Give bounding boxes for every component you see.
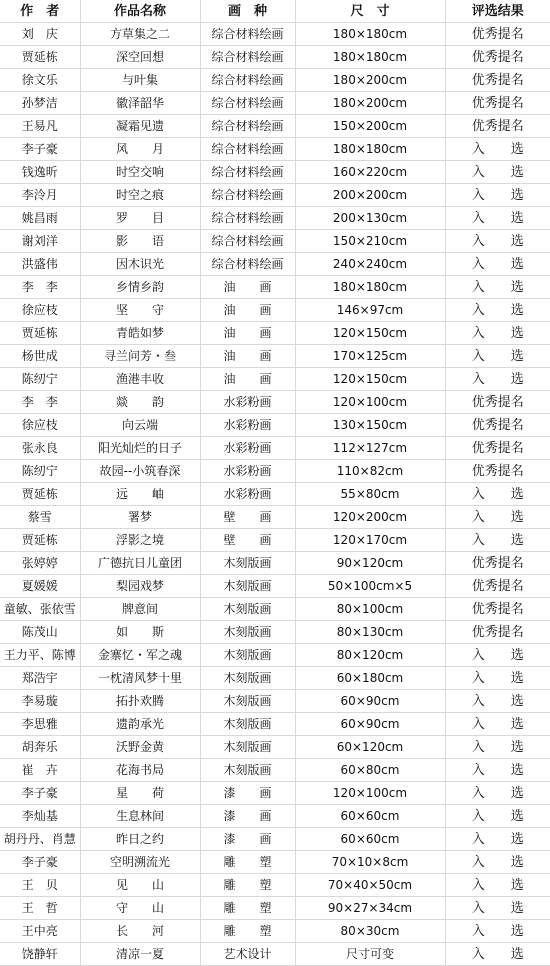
table-row (0, 345, 550, 368)
medium-cell: 油 画 (200, 322, 295, 345)
size-cell: 180×180cm (295, 138, 445, 161)
result-cell: 入 选 (445, 920, 550, 943)
title-cell: 遗韵承光 (80, 713, 200, 736)
result-cell: 优秀提名 (445, 69, 550, 92)
size-cell: 80×130cm (295, 621, 445, 644)
table-row (0, 184, 550, 207)
medium-cell: 雕 塑 (200, 874, 295, 897)
title-cell: 沃野金黄 (80, 736, 200, 759)
title-cell: 空明溯流光 (80, 851, 200, 874)
medium-cell: 漆 画 (200, 805, 295, 828)
header-row (0, 0, 550, 23)
medium-cell: 水彩粉画 (200, 437, 295, 460)
medium-cell: 木刻版画 (200, 736, 295, 759)
author-cell: 谢刘洋 (0, 230, 80, 253)
size-cell: 150×210cm (295, 230, 445, 253)
table-row (0, 805, 550, 828)
title-cell: 见 山 (80, 874, 200, 897)
result-cell: 入 选 (445, 897, 550, 920)
medium-cell: 艺术设计 (200, 943, 295, 966)
result-cell: 优秀提名 (445, 575, 550, 598)
result-cell: 入 选 (445, 782, 550, 805)
author-cell: 王中亮 (0, 920, 80, 943)
title-cell: 一枕清风梦十里 (80, 667, 200, 690)
table-row (0, 552, 550, 575)
title-cell: 拓扑欢腾 (80, 690, 200, 713)
title-cell: 花海书局 (80, 759, 200, 782)
medium-cell: 油 画 (200, 299, 295, 322)
medium-cell: 综合材料绘画 (200, 115, 295, 138)
size-cell: 50×100cm×5 (295, 575, 445, 598)
medium-cell: 木刻版画 (200, 690, 295, 713)
title-cell: 青皓如梦 (80, 322, 200, 345)
medium-cell: 木刻版画 (200, 759, 295, 782)
medium-cell: 漆 画 (200, 782, 295, 805)
table-row (0, 713, 550, 736)
size-cell: 180×200cm (295, 92, 445, 115)
size-cell: 120×100cm (295, 391, 445, 414)
medium-cell: 壁 画 (200, 529, 295, 552)
title-cell: 浮影之境 (80, 529, 200, 552)
author-cell: 李易璇 (0, 690, 80, 713)
medium-cell: 综合材料绘画 (200, 253, 295, 276)
table-row (0, 69, 550, 92)
table-row (0, 667, 550, 690)
title-cell: 广德抗日儿童团 (80, 552, 200, 575)
result-cell: 优秀提名 (445, 414, 550, 437)
title-cell: 坚 守 (80, 299, 200, 322)
result-cell: 入 选 (445, 299, 550, 322)
result-cell: 优秀提名 (445, 437, 550, 460)
size-cell: 112×127cm (295, 437, 445, 460)
table-row (0, 828, 550, 851)
table-body (0, 23, 550, 966)
title-cell: 罗 目 (80, 207, 200, 230)
author-cell: 李子豪 (0, 782, 80, 805)
result-cell: 优秀提名 (445, 621, 550, 644)
size-cell: 80×30cm (295, 920, 445, 943)
medium-cell: 综合材料绘画 (200, 184, 295, 207)
title-cell: 寻兰问芳・叁 (80, 345, 200, 368)
result-cell: 入 选 (445, 874, 550, 897)
table-row (0, 161, 550, 184)
result-cell: 入 选 (445, 138, 550, 161)
table-row (0, 736, 550, 759)
table-row (0, 115, 550, 138)
author-cell: 洪盛伟 (0, 253, 80, 276)
result-cell: 优秀提名 (445, 552, 550, 575)
table-row (0, 253, 550, 276)
result-cell: 入 选 (445, 483, 550, 506)
result-cell: 入 选 (445, 161, 550, 184)
author-cell: 童敏、张依雪 (0, 598, 80, 621)
result-cell: 入 选 (445, 368, 550, 391)
author-cell: 杨世成 (0, 345, 80, 368)
author-cell: 徐应枝 (0, 299, 80, 322)
size-cell: 110×82cm (295, 460, 445, 483)
title-cell: 深空回想 (80, 46, 200, 69)
table-row (0, 851, 550, 874)
size-cell: 60×180cm (295, 667, 445, 690)
title-cell: 影 语 (80, 230, 200, 253)
result-cell: 入 选 (445, 759, 550, 782)
size-cell: 70×10×8cm (295, 851, 445, 874)
author-cell: 李子豪 (0, 138, 80, 161)
author-cell: 陈纫宁 (0, 460, 80, 483)
medium-cell: 油 画 (200, 368, 295, 391)
title-cell: 方草集之二 (80, 23, 200, 46)
result-cell: 入 选 (445, 828, 550, 851)
author-cell: 胡奔乐 (0, 736, 80, 759)
author-cell: 王 贝 (0, 874, 80, 897)
result-cell: 入 选 (445, 690, 550, 713)
title-cell: 与叶集 (80, 69, 200, 92)
title-cell: 风 月 (80, 138, 200, 161)
author-cell: 崔 卉 (0, 759, 80, 782)
medium-cell: 壁 画 (200, 506, 295, 529)
size-cell: 180×180cm (295, 46, 445, 69)
medium-cell: 雕 塑 (200, 920, 295, 943)
table-row (0, 230, 550, 253)
title-cell: 牌意间 (80, 598, 200, 621)
medium-cell: 综合材料绘画 (200, 69, 295, 92)
title-cell: 昨日之约 (80, 828, 200, 851)
table-row (0, 437, 550, 460)
author-cell: 饶静轩 (0, 943, 80, 966)
medium-cell: 综合材料绘画 (200, 207, 295, 230)
author-cell: 王 哲 (0, 897, 80, 920)
result-cell: 优秀提名 (445, 598, 550, 621)
table-row (0, 46, 550, 69)
size-cell: 60×60cm (295, 828, 445, 851)
size-cell: 120×170cm (295, 529, 445, 552)
size-cell: 240×240cm (295, 253, 445, 276)
table-row (0, 874, 550, 897)
table-row (0, 483, 550, 506)
size-cell: 60×60cm (295, 805, 445, 828)
author-cell: 张永良 (0, 437, 80, 460)
result-cell: 入 选 (445, 322, 550, 345)
table-row (0, 529, 550, 552)
size-cell: 120×100cm (295, 782, 445, 805)
author-cell: 贾延栋 (0, 322, 80, 345)
size-cell: 55×80cm (295, 483, 445, 506)
table-row (0, 575, 550, 598)
table-row (0, 943, 550, 966)
table-row (0, 598, 550, 621)
title-cell: 金寨忆・军之魂 (80, 644, 200, 667)
size-cell: 146×97cm (295, 299, 445, 322)
title-cell: 向云端 (80, 414, 200, 437)
size-cell: 90×120cm (295, 552, 445, 575)
medium-cell: 综合材料绘画 (200, 23, 295, 46)
author-cell: 李灿基 (0, 805, 80, 828)
author-cell: 郑浩宇 (0, 667, 80, 690)
table-row (0, 782, 550, 805)
size-cell: 60×120cm (295, 736, 445, 759)
size-cell: 60×80cm (295, 759, 445, 782)
table-row (0, 322, 550, 345)
table-row (0, 207, 550, 230)
medium-cell: 油 画 (200, 276, 295, 299)
medium-cell: 综合材料绘画 (200, 138, 295, 161)
medium-cell: 木刻版画 (200, 667, 295, 690)
table-row (0, 276, 550, 299)
medium-cell: 木刻版画 (200, 644, 295, 667)
author-cell: 张婷婷 (0, 552, 80, 575)
medium-cell: 综合材料绘画 (200, 230, 295, 253)
result-cell: 入 选 (445, 184, 550, 207)
title-cell: 阳光灿烂的日子 (80, 437, 200, 460)
table-row (0, 621, 550, 644)
table-row (0, 368, 550, 391)
medium-cell: 油 画 (200, 345, 295, 368)
result-cell: 入 选 (445, 253, 550, 276)
title-cell: 故园--小筑春深 (80, 460, 200, 483)
result-cell: 入 选 (445, 230, 550, 253)
title-cell: 清凉一夏 (80, 943, 200, 966)
title-cell: 星 荷 (80, 782, 200, 805)
result-cell: 入 选 (445, 851, 550, 874)
table-row (0, 138, 550, 161)
column-header-medium: 画 种 (200, 0, 295, 23)
size-cell: 200×200cm (295, 184, 445, 207)
medium-cell: 水彩粉画 (200, 460, 295, 483)
medium-cell: 木刻版画 (200, 575, 295, 598)
title-cell: 因木识光 (80, 253, 200, 276)
author-cell: 刘 庆 (0, 23, 80, 46)
size-cell: 60×90cm (295, 713, 445, 736)
result-cell: 优秀提名 (445, 115, 550, 138)
table-row (0, 414, 550, 437)
title-cell: 凝霜见遗 (80, 115, 200, 138)
medium-cell: 水彩粉画 (200, 391, 295, 414)
table-row (0, 92, 550, 115)
table-row (0, 690, 550, 713)
medium-cell: 综合材料绘画 (200, 92, 295, 115)
medium-cell: 木刻版画 (200, 621, 295, 644)
result-cell: 入 选 (445, 943, 550, 966)
author-cell: 贾延栋 (0, 483, 80, 506)
column-header-size: 尺 寸 (295, 0, 445, 23)
title-cell: 梨园戏梦 (80, 575, 200, 598)
author-cell: 徐文乐 (0, 69, 80, 92)
result-cell: 入 选 (445, 207, 550, 230)
size-cell: 180×180cm (295, 276, 445, 299)
medium-cell: 水彩粉画 (200, 483, 295, 506)
size-cell: 160×220cm (295, 161, 445, 184)
author-cell: 王力平、陈博 (0, 644, 80, 667)
table-row (0, 391, 550, 414)
author-cell: 李子豪 (0, 851, 80, 874)
table-row (0, 897, 550, 920)
size-cell: 60×90cm (295, 690, 445, 713)
author-cell: 贾延栋 (0, 46, 80, 69)
author-cell: 李泠月 (0, 184, 80, 207)
size-cell: 130×150cm (295, 414, 445, 437)
result-cell: 入 选 (445, 667, 550, 690)
medium-cell: 木刻版画 (200, 552, 295, 575)
author-cell: 胡丹丹、肖慧 (0, 828, 80, 851)
author-cell: 姚昌雨 (0, 207, 80, 230)
medium-cell: 木刻版画 (200, 598, 295, 621)
title-cell: 时空之痕 (80, 184, 200, 207)
title-cell: 乡情乡韵 (80, 276, 200, 299)
title-cell: 燚 韵 (80, 391, 200, 414)
result-cell: 入 选 (445, 805, 550, 828)
title-cell: 徽泽韶华 (80, 92, 200, 115)
table-row (0, 460, 550, 483)
size-cell: 170×125cm (295, 345, 445, 368)
table-row (0, 299, 550, 322)
medium-cell: 综合材料绘画 (200, 46, 295, 69)
author-cell: 钱逸昕 (0, 161, 80, 184)
size-cell: 120×200cm (295, 506, 445, 529)
size-cell: 200×130cm (295, 207, 445, 230)
size-cell: 180×180cm (295, 23, 445, 46)
result-cell: 优秀提名 (445, 92, 550, 115)
table-row (0, 644, 550, 667)
author-cell: 陈纫宁 (0, 368, 80, 391)
title-cell: 如 斯 (80, 621, 200, 644)
size-cell: 70×40×50cm (295, 874, 445, 897)
medium-cell: 木刻版画 (200, 713, 295, 736)
table-row (0, 23, 550, 46)
result-cell: 优秀提名 (445, 391, 550, 414)
size-cell: 80×120cm (295, 644, 445, 667)
author-cell: 李 李 (0, 276, 80, 299)
title-cell: 署梦 (80, 506, 200, 529)
medium-cell: 水彩粉画 (200, 414, 295, 437)
result-cell: 入 选 (445, 736, 550, 759)
author-cell: 李 李 (0, 391, 80, 414)
author-cell: 孙梦洁 (0, 92, 80, 115)
title-cell: 生息林间 (80, 805, 200, 828)
title-cell: 渔港丰收 (80, 368, 200, 391)
result-cell: 入 选 (445, 506, 550, 529)
column-header-author: 作 者 (0, 0, 80, 23)
author-cell: 贾延栋 (0, 529, 80, 552)
author-cell: 夏媛媛 (0, 575, 80, 598)
size-cell: 80×100cm (295, 598, 445, 621)
title-cell: 守 山 (80, 897, 200, 920)
author-cell: 蔡雪 (0, 506, 80, 529)
author-cell: 陈茂山 (0, 621, 80, 644)
size-cell: 180×200cm (295, 69, 445, 92)
author-cell: 王易凡 (0, 115, 80, 138)
result-cell: 优秀提名 (445, 23, 550, 46)
medium-cell: 雕 塑 (200, 851, 295, 874)
table-row (0, 506, 550, 529)
result-cell: 优秀提名 (445, 46, 550, 69)
column-header-result: 评选结果 (445, 0, 550, 23)
author-cell: 徐应枝 (0, 414, 80, 437)
medium-cell: 雕 塑 (200, 897, 295, 920)
author-cell: 李思雅 (0, 713, 80, 736)
result-cell: 入 选 (445, 644, 550, 667)
title-cell: 远 岫 (80, 483, 200, 506)
table-row (0, 759, 550, 782)
medium-cell: 综合材料绘画 (200, 161, 295, 184)
result-cell: 入 选 (445, 713, 550, 736)
medium-cell: 漆 画 (200, 828, 295, 851)
size-cell: 尺寸可变 (295, 943, 445, 966)
title-cell: 长 河 (80, 920, 200, 943)
size-cell: 120×150cm (295, 368, 445, 391)
size-cell: 90×27×34cm (295, 897, 445, 920)
size-cell: 150×200cm (295, 115, 445, 138)
result-cell: 入 选 (445, 529, 550, 552)
result-cell: 优秀提名 (445, 460, 550, 483)
title-cell: 时空交响 (80, 161, 200, 184)
table-row (0, 920, 550, 943)
result-cell: 入 选 (445, 345, 550, 368)
column-header-title: 作品名称 (80, 0, 200, 23)
result-cell: 入 选 (445, 276, 550, 299)
size-cell: 120×150cm (295, 322, 445, 345)
